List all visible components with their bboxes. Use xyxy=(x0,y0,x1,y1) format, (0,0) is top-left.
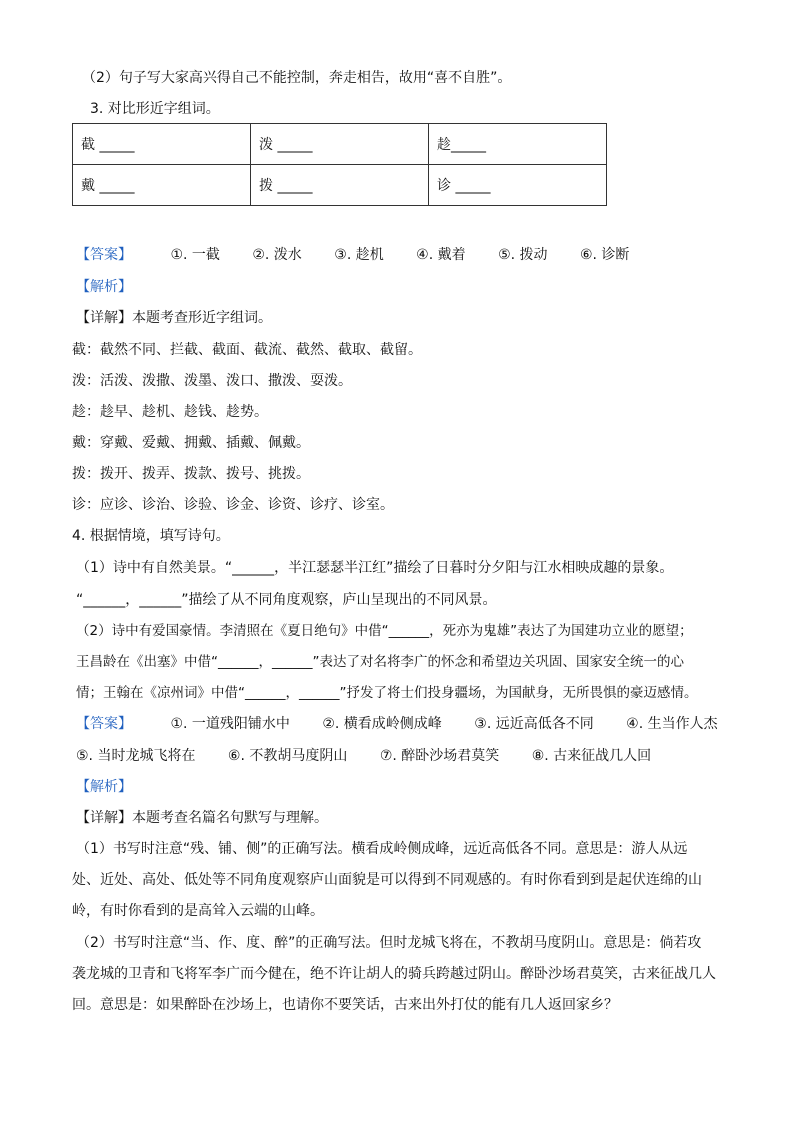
q4-paragraph-line: （2）诗中有爱国豪情。李清照在《夏日绝句》中借“______，死亦为鬼雄”表达了为国建功立业的愿望； xyxy=(76,623,693,639)
answer-item: ①. 一截 xyxy=(170,247,220,263)
answer-item: ⑦. 醉卧沙场君莫笑 xyxy=(379,748,500,764)
q4-paragraph-line: “______，______”描绘了从不同角度观察，庐山呈现出的不同风景。 xyxy=(76,592,497,608)
table-cell: 诊 _____ xyxy=(429,165,607,206)
word-list-line: 诊：应诊、诊治、诊验、诊金、诊资、诊疗、诊室。 xyxy=(72,497,394,513)
answer-item: ①. 一道残阳铺水中 xyxy=(170,716,290,732)
q3-title: 3. 对比形近字组词。 xyxy=(90,101,220,117)
q4-paragraph-line: 情；王翰在《凉州词》中借“______，______”抒发了将士们投身疆场，为国献身，无所畏惧的豪迈感情。 xyxy=(76,685,698,701)
answer-item: ⑧. 古来征战几人回 xyxy=(531,748,652,764)
q4-paragraph-line: （1）诗中有自然美景。“______，半江瑟瑟半江红”描绘了日暮时分夕阳与江水相映成趣的景象。 xyxy=(76,560,674,576)
answer-item: ⑥. 诊断 xyxy=(579,247,630,263)
analysis-detail: 【详解】本题考查名篇名句默写与理解。 xyxy=(76,810,328,826)
q4-paragraph-line: 王昌龄在《出塞》中借“______，______”表达了对名将李广的怀念和希望边关巩固、国家安全统一的心 xyxy=(76,654,684,670)
answer2-row xyxy=(76,714,718,734)
answer-item: ③. 远近高低各不同 xyxy=(474,716,594,732)
answer-tag: 【答案】 xyxy=(76,247,132,263)
table-cell: 截 _____ xyxy=(73,124,251,165)
answer-item: ④. 戴着 xyxy=(416,247,466,263)
answer-tag: 【答案】 xyxy=(76,716,132,732)
vocab-table xyxy=(72,123,607,206)
analysis-detail: 【详解】本题考查形近字组词。 xyxy=(76,310,272,326)
table-cell: 戴 _____ xyxy=(73,165,251,206)
analysis-paragraph-line: （1）书写时注意“残、铺、侧”的正确写法。横看成岭侧成峰，远近高低各不同。意思是：游人从远 xyxy=(76,841,688,857)
answer2-row xyxy=(76,746,651,766)
word-list-line: 泼：活泼、泼撒、泼墨、泼口、撒泼、耍泼。 xyxy=(72,373,352,389)
analysis-tag: 【解析】 xyxy=(76,279,132,295)
answer-item: ④. 生当作人杰 xyxy=(626,716,718,732)
analysis-paragraph-line: 回。意思是：如果醉卧在沙场上，也请你不要笑话，古来出外打仗的能有几人返回家乡？ xyxy=(72,997,618,1013)
q2-explanation-line: （2）句子写大家高兴得自己不能控制，奔走相告，故用“喜不自胜”。 xyxy=(82,70,512,86)
table-cell: 泼 _____ xyxy=(251,124,429,165)
answer-item: ②. 横看成岭侧成峰 xyxy=(322,716,442,732)
analysis-paragraph-line: 岭，有时你看到的是高耸入云端的山峰。 xyxy=(72,903,324,919)
table-cell: 趁_____ xyxy=(429,124,607,165)
analysis-paragraph-line: 袭龙城的卫青和飞将军李广而今健在，绝不许让胡人的骑兵跨越过阴山。醉卧沙场君莫笑，古来征战几人 xyxy=(72,966,716,982)
answer-item: ②. 泼水 xyxy=(252,247,302,263)
analysis-paragraph-line: （2）书写时注意“当、作、度、醉”的正确写法。但时龙城飞将在，不教胡马度阴山。意思是：倘若攻 xyxy=(76,935,702,951)
answer-item: ⑥. 不教胡马度阴山 xyxy=(227,748,348,764)
table-cell: 拨 _____ xyxy=(251,165,429,206)
table-row xyxy=(73,165,607,206)
word-list-line: 截：截然不同、拦截、截面、截流、截然、截取、截留。 xyxy=(72,342,422,358)
table-row xyxy=(73,124,607,165)
word-list-line: 趁：趁早、趁机、趁钱、趁势。 xyxy=(72,404,268,420)
answer-item: ⑤. 当时龙城飞将在 xyxy=(76,748,196,764)
q4-title: 4. 根据情境，填写诗句。 xyxy=(72,528,230,544)
answer-item: ③. 趁机 xyxy=(334,247,384,263)
analysis-tag: 【解析】 xyxy=(76,779,132,795)
analysis-paragraph-line: 处、近处、高处、低处等不同角度观察庐山面貌是可以得到不同观感的。有时你看到到是起伏连绵的山 xyxy=(72,872,702,888)
answer-item: ⑤. 拨动 xyxy=(498,247,548,263)
word-list-line: 拨：拨开、拨弄、拨款、拨号、挑拨。 xyxy=(72,466,310,482)
word-list-line: 戴：穿戴、爱戴、拥戴、插戴、佩戴。 xyxy=(72,435,310,451)
answer1-row xyxy=(76,245,629,265)
